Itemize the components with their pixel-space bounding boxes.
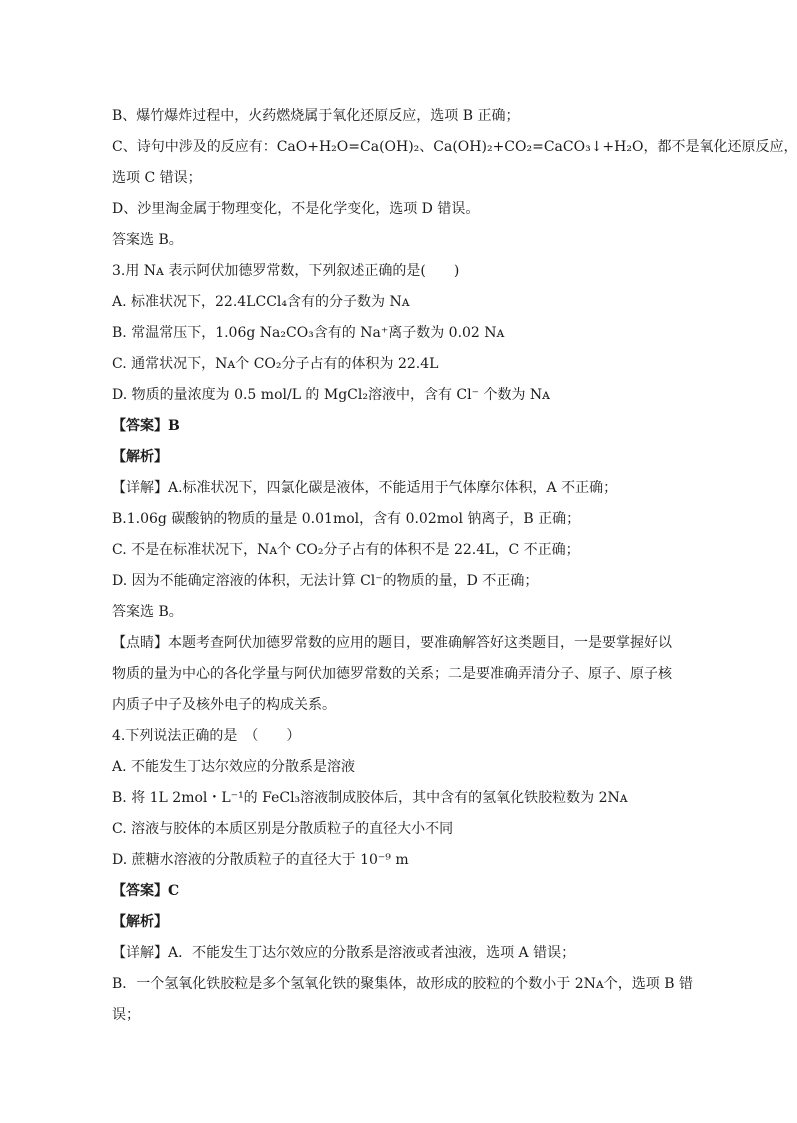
text-line: 内质子中子及核外电子的构成关系。 xyxy=(112,697,336,713)
question-3-option-d: D. 物质的量浓度为 0.5 mol/L 的 MgCl₂溶液中，含有 Cl⁻ 个数为 Nᴀ xyxy=(112,387,551,403)
text-line: D、沙里淘金属于物理变化，不是化学变化，选项 D 错误。 xyxy=(112,201,480,217)
text-line: B、爆竹爆炸过程中，火药燃烧属于氧化还原反应，选项 B 正确； xyxy=(112,108,520,124)
question-4-option-d: D. 蔗糖水溶液的分散质粒子的直径大于 10⁻⁹ m xyxy=(112,852,409,868)
answer-label: 【答案】B xyxy=(112,418,180,434)
text-line: C. 不是在标准状况下，Nᴀ个 CO₂分子占有的体积不是 22.4L，C 不正确； xyxy=(112,542,580,558)
question-3-option-b: B. 常温常压下，1.06g Na₂CO₃含有的 Na⁺离子数为 0.02 Nᴀ xyxy=(112,325,505,341)
text-line: B.1.06g 碳酸钠的物质的量是 0.01mol，含有 0.02mol 钠离子，B 正确； xyxy=(112,511,581,527)
question-3-option-c: C. 通常状况下，Nᴀ个 CO₂分子占有的体积为 22.4L xyxy=(112,356,439,372)
text-line: 【详解】A．不能发生丁达尔效应的分散系是溶液或者浊液，选项 A 错误； xyxy=(112,945,576,961)
document-page xyxy=(112,101,797,1031)
text-line: D. 因为不能确定溶液的体积，无法计算 Cl⁻的物质的量，D 不正确； xyxy=(112,573,539,589)
text-line: 物质的量为中心的各化学量与阿伏加德罗常数的关系；二是要准确弄清分子、原子、原子核 xyxy=(112,666,672,682)
question-4-option-b: B. 将 1L 2mol・L⁻¹的 FeCl₃溶液制成胶体后，其中含有的氢氧化铁胶粒数为 2Nᴀ xyxy=(112,790,628,806)
question-4-stem: 4.下列说法正确的是 （ ） xyxy=(112,728,301,744)
text-line: 选项 C 错误； xyxy=(112,170,202,186)
question-3-option-a: A. 标准状况下，22.4LCCl₄含有的分子数为 Nᴀ xyxy=(112,294,410,310)
text-line: 答案选 B。 xyxy=(112,232,183,248)
text-line: 误； xyxy=(112,1007,140,1023)
text-line: B．一个氢氧化铁胶粒是多个氢氧化铁的聚集体，故形成的胶粒的个数小于 2Nᴀ个，选项 B 错 xyxy=(112,976,693,992)
question-4-option-a: A. 不能发生丁达尔效应的分散系是溶液 xyxy=(112,759,356,775)
analysis-label: 【解析】 xyxy=(112,449,168,465)
text-line: C、诗句中涉及的反应有：CaO+H₂O=Ca(OH)₂、Ca(OH)₂+CO₂=CaCO₃↓+H₂O，都不是氧化还原反应， xyxy=(112,139,797,155)
answer-label: 【答案】C xyxy=(112,883,180,899)
text-line: 【详解】A.标准状况下，四氯化碳是液体，不能适用于气体摩尔体积，A 不正确； xyxy=(112,480,618,496)
text-line: 答案选 B。 xyxy=(112,604,183,620)
question-3-stem: 3.用 Nᴀ 表示阿伏加德罗常数，下列叙述正确的是( ) xyxy=(112,263,460,279)
analysis-label: 【解析】 xyxy=(112,914,168,930)
question-4-option-c: C. 溶液与胶体的本质区别是分散质粒子的直径大小不同 xyxy=(112,821,454,837)
text-line: 【点睛】本题考查阿伏加德罗常数的应用的题目，要准确解答好这类题目，一是要掌握好以 xyxy=(112,635,672,651)
